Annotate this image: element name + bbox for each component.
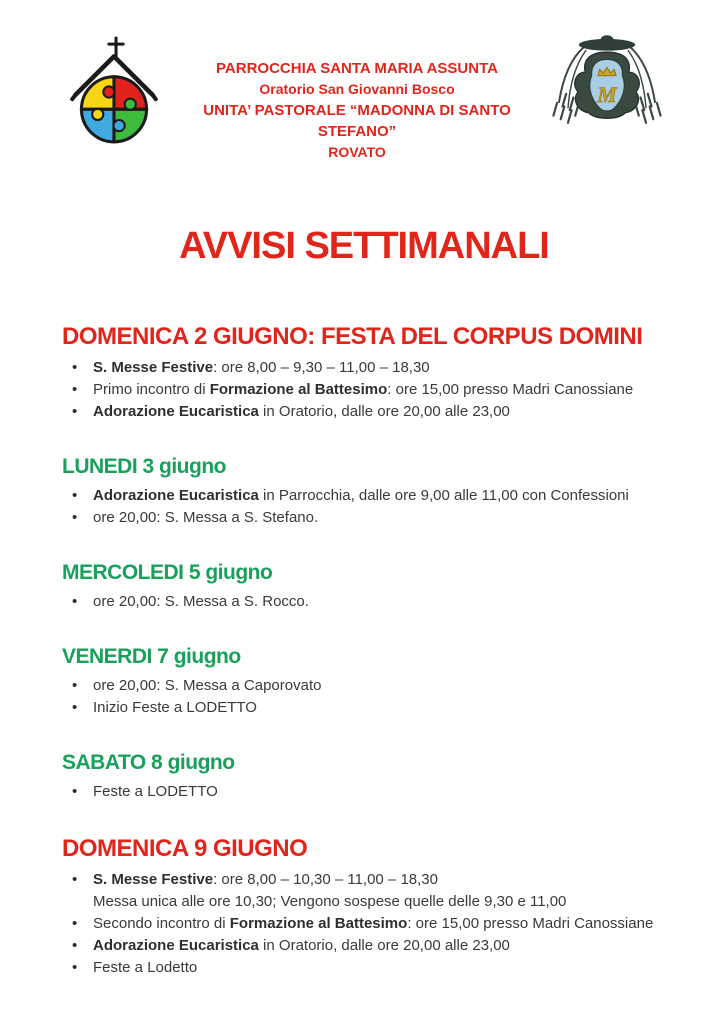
announcement-item [62,675,666,697]
announcement-item [62,379,666,401]
announcement-item [62,401,666,423]
announcement-bold-text: Adorazione Eucaristica [93,403,259,420]
announcement-item [62,957,666,979]
announcement-bold-text: Formazione al Battesimo [209,381,388,398]
announcement-item [62,697,666,719]
announcement-item [62,781,666,803]
announcement-item [62,485,666,507]
announcement-item [62,591,666,613]
church-puzzle-logo-icon [62,36,166,153]
header [62,36,666,163]
announcement-text: : ore 15,00 presso Madri Canossiane [387,381,634,398]
announcement-item [62,935,666,957]
announcement-list [62,485,666,529]
announcement-text: Secondo incontro di [93,915,230,932]
day-heading: DOMENICA 9 GIUGNO [62,835,308,862]
announcement-bold-text: Formazione al Battesimo [229,915,408,932]
day-heading: SABATO 8 giugno [62,751,235,774]
announcement-text: Primo incontro di [93,381,210,398]
announcement-text: in Parrocchia, dalle ore 9,00 alle 11,00 con Confessioni [258,487,629,504]
announcement-item [62,507,666,529]
day-heading: DOMENICA 2 GIUGNO: FESTA DEL CORPUS DOMINI [62,323,643,350]
page-title: AVVISI SETTIMANALI [179,225,549,267]
announcement-text: : ore 15,00 presso Madri Canossiane [407,915,654,932]
announcement-list [62,781,666,803]
announcement-continuation [62,891,666,913]
announcement-list [62,869,666,979]
announcement-bold-text: S. Messe Festive [93,871,214,888]
announcement-text: Feste a Lodetto [93,959,198,976]
announcement-text: in Oratorio, dalle ore 20,00 alle 23,00 [258,403,510,420]
announcement-item [62,913,666,935]
announcement-bold-text: Adorazione Eucaristica [93,937,259,954]
day-heading: MERCOLEDI 5 giugno [62,561,273,584]
header-text [166,36,548,163]
announcement-list [62,675,666,719]
announcement-text: in Oratorio, dalle ore 20,00 alle 23,00 [258,937,510,954]
town-name: ROVATO [328,144,386,160]
oratorio-name: Oratorio San Giovanni Bosco [259,81,455,97]
announcement-text: Messa unica alle ore 10,30; Vengono sospese quelle delle 9,30 e 11,00 [93,893,567,910]
day-section [62,835,666,979]
announcement-text: : ore 8,00 – 9,30 – 11,00 – 18,30 [213,359,430,376]
svg-text:M: M [597,82,617,107]
pastoral-unit-name: UNITA’ PASTORALE “MADONNA DI SANTO STEFANO” [203,102,511,140]
announcements [62,323,666,979]
announcement-text: ore 20,00: S. Messa a Caporovato [93,677,322,694]
announcement-text: ore 20,00: S. Messa a S. Rocco. [93,593,309,610]
day-heading: VENERDI 7 giugno [62,645,241,668]
announcement-text: Feste a LODETTO [93,783,218,800]
announcement-item [62,869,666,891]
announcement-bold-text: S. Messe Festive [93,359,214,376]
announcement-list [62,357,666,423]
parish-name: PARROCCHIA SANTA MARIA ASSUNTA [216,60,498,77]
day-section [62,645,666,719]
announcement-item [62,357,666,379]
bishop-coat-of-arms-icon [548,30,666,139]
day-section [62,455,666,529]
announcement-text: : ore 8,00 – 10,30 – 11,00 – 18,30 [213,871,438,888]
announcement-list [62,591,666,613]
announcement-text: Inizio Feste a LODETTO [93,699,257,716]
day-heading: LUNEDI 3 giugno [62,455,226,478]
day-section [62,561,666,613]
day-section [62,751,666,803]
announcement-text: ore 20,00: S. Messa a S. Stefano. [93,509,319,526]
announcement-bold-text: Adorazione Eucaristica [93,487,259,504]
day-section [62,323,666,423]
